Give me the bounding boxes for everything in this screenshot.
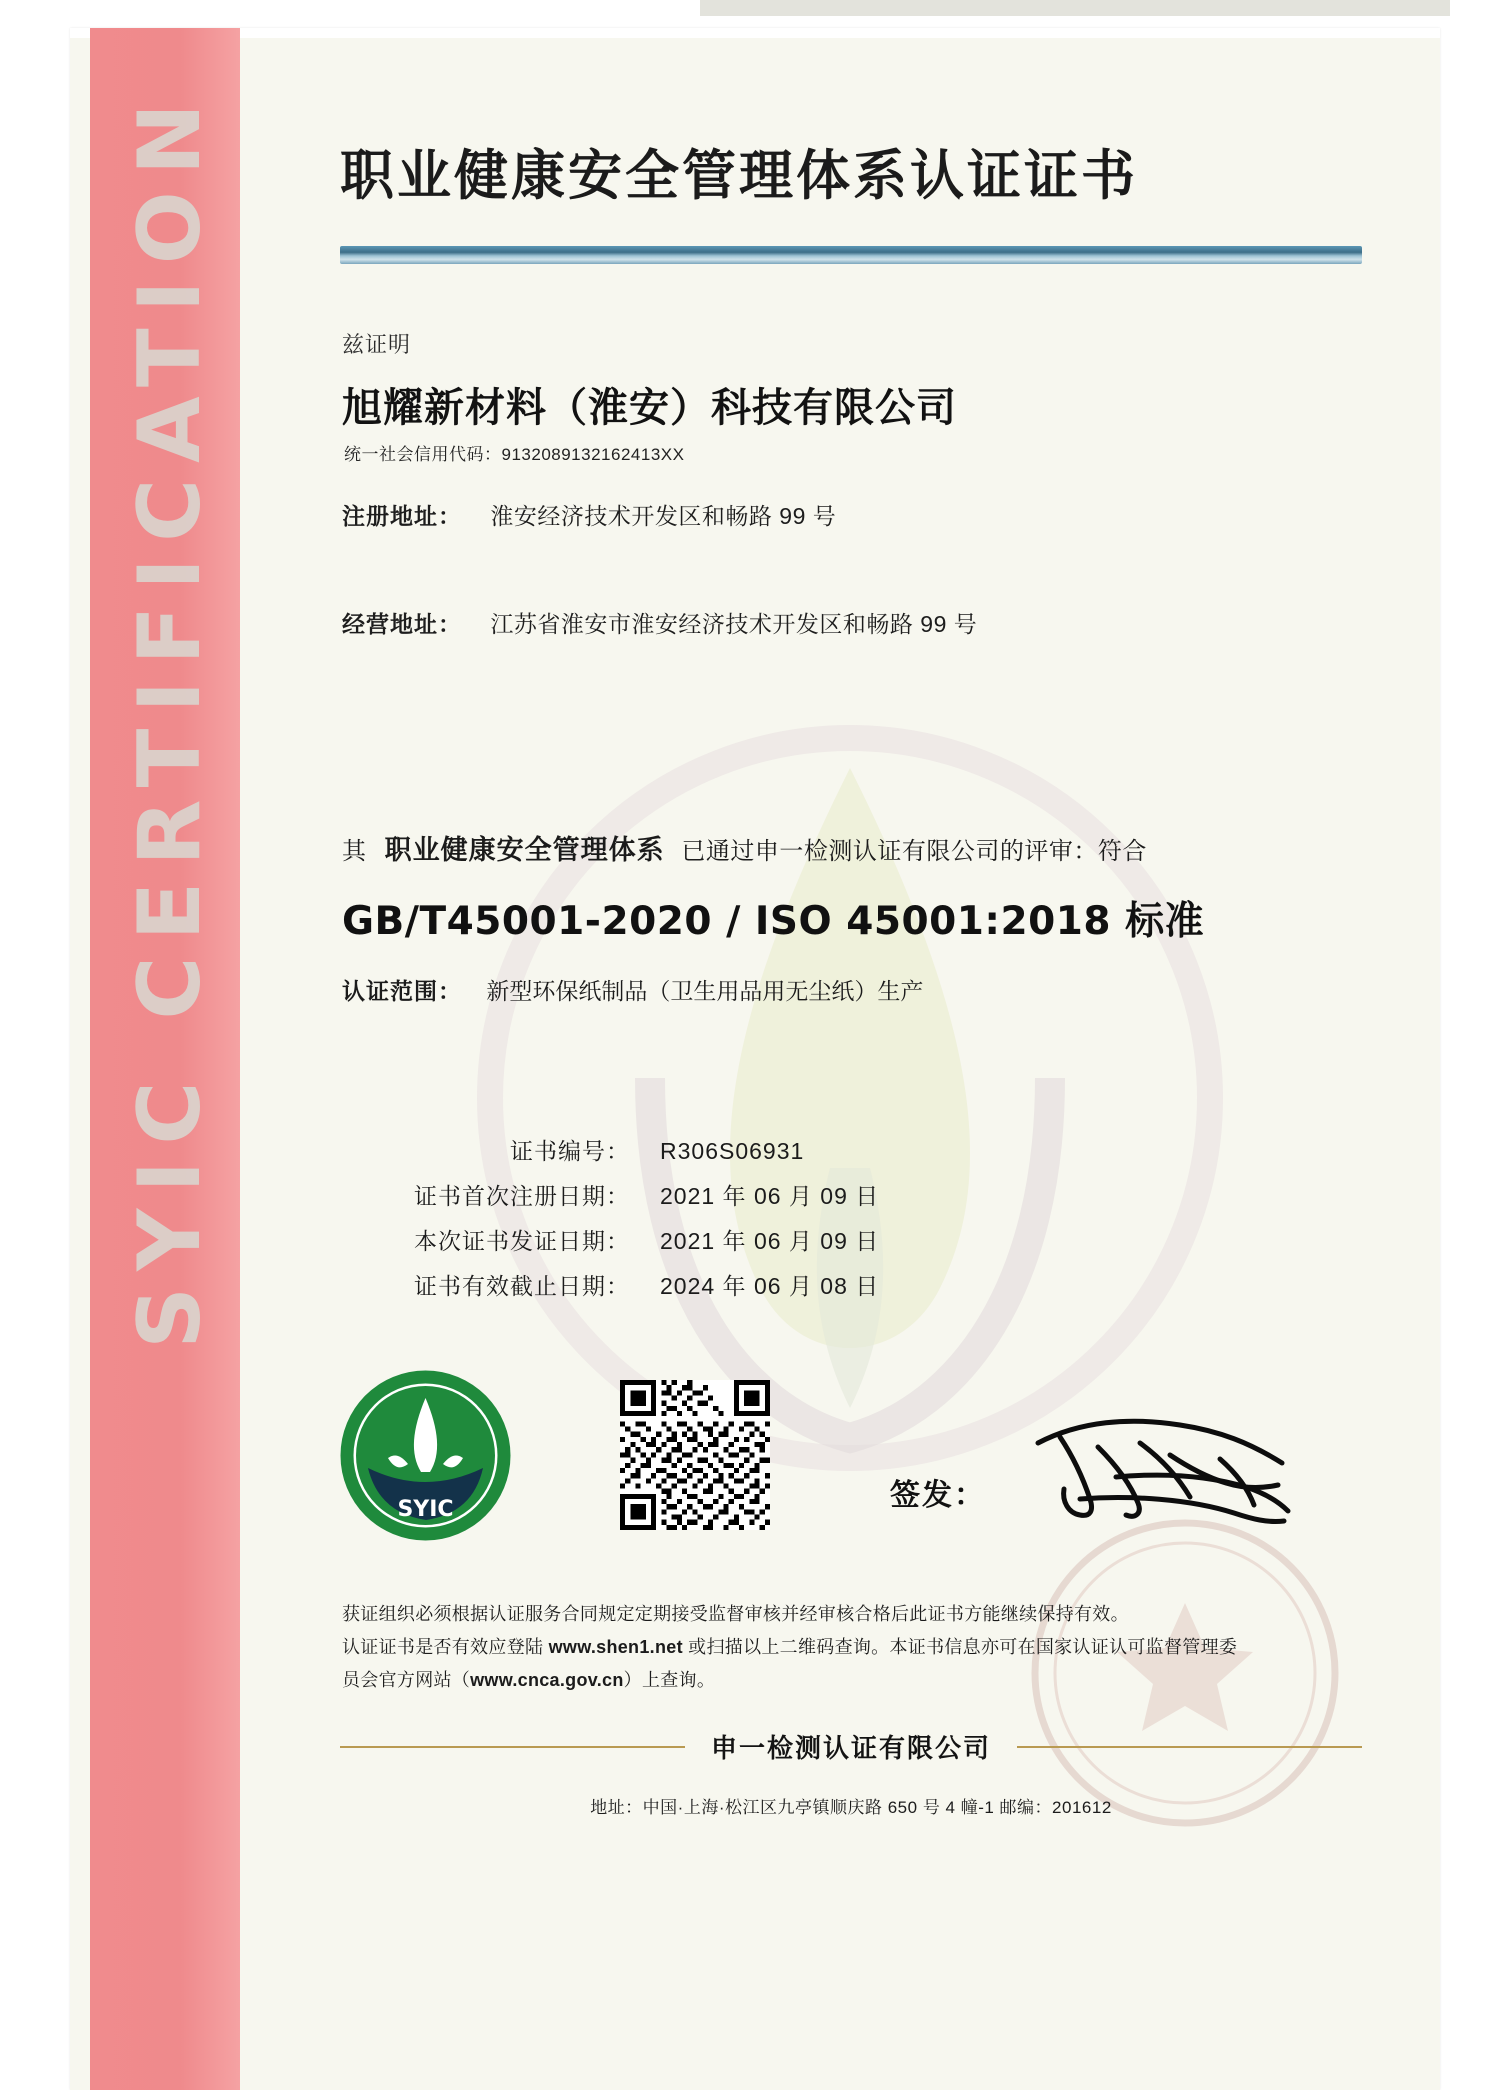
date-value: 2024 年 06 月 08 日 bbox=[660, 1273, 880, 1299]
right-white-band bbox=[1450, 0, 1500, 2090]
site-link-shen1[interactable]: www.shen1.net bbox=[548, 1637, 683, 1657]
business-address-label: 经营地址： bbox=[342, 611, 462, 637]
business-address-value: 江苏省淮安市淮安经济技术开发区和畅路 99 号 bbox=[490, 611, 978, 637]
registered-address-value: 淮安经济技术开发区和畅路 99 号 bbox=[490, 503, 837, 529]
credit-code: 统一社会信用代码：9132089132162413XX bbox=[344, 445, 685, 464]
date-label: 本次证书发证日期： bbox=[414, 1228, 630, 1254]
note-line-3 bbox=[342, 1664, 1362, 1697]
issuer-name: 申一检测认证有限公司 bbox=[711, 1733, 992, 1763]
table-row bbox=[330, 1268, 1030, 1301]
top-grey-band bbox=[700, 0, 1450, 16]
date-value: 2021 年 06 月 09 日 bbox=[660, 1228, 880, 1254]
registered-address-row bbox=[342, 498, 836, 531]
note-line-2-c: 或扫描以上二维码查询。本证书信息亦可在国家认证认可监督管理委 bbox=[682, 1637, 1238, 1657]
date-value: R306S06931 bbox=[660, 1138, 805, 1164]
site-link-cnca[interactable]: www.cnca.gov.cn bbox=[470, 1670, 624, 1690]
note-line-3-c: ）上查询。 bbox=[623, 1670, 716, 1690]
scope-row bbox=[342, 973, 923, 1006]
date-label: 证书有效截止日期： bbox=[414, 1273, 630, 1299]
syic-logo-icon bbox=[338, 1368, 513, 1543]
registered-address-label: 注册地址： bbox=[342, 503, 462, 529]
certificate-content bbox=[330, 28, 1390, 2090]
footer-address: 地址：中国·上海·松江区九亭镇顺庆路 650 号 4 幢-1 邮编：201612 bbox=[590, 1798, 1112, 1817]
table-row bbox=[330, 1133, 1030, 1166]
left-stripe bbox=[90, 28, 240, 2090]
standard-statement bbox=[342, 828, 1147, 867]
certificate-sheet bbox=[70, 28, 1440, 2090]
table-row bbox=[330, 1178, 1030, 1211]
issuer-block bbox=[340, 1728, 1362, 1765]
standard-reference: GB/T45001-2020 / ISO 45001:2018 标准 bbox=[342, 899, 1205, 944]
footnotes bbox=[342, 1598, 1362, 1697]
note-line-2-a: 认证证书是否有效应登陆 bbox=[342, 1637, 549, 1657]
table-row bbox=[330, 1223, 1030, 1256]
company-name: 旭耀新材料（淮安）科技有限公司 bbox=[342, 385, 957, 431]
signature-label: 签发： bbox=[890, 1479, 986, 1512]
top-left-white-band bbox=[0, 0, 700, 28]
standard-system-name: 职业健康安全管理体系 bbox=[384, 835, 665, 865]
standard-suffix: 已通过申一检测认证有限公司的评审：符合 bbox=[681, 838, 1147, 865]
date-label: 证书编号： bbox=[510, 1138, 630, 1164]
handwritten-signature bbox=[1020, 1403, 1310, 1543]
page-title: 职业健康安全管理体系认证证书 bbox=[340, 144, 1138, 207]
business-address-row bbox=[342, 606, 977, 639]
title-divider bbox=[340, 246, 1362, 264]
side-watermark-text: SYIC CERTIFICATION bbox=[120, 87, 220, 1349]
qr-code[interactable] bbox=[620, 1380, 770, 1530]
standard-prefix: 其 bbox=[342, 838, 368, 865]
note-line-3-a: 员会官方网站（ bbox=[342, 1670, 471, 1690]
issuer-divider-right bbox=[1017, 1746, 1362, 1748]
scope-label: 认证范围： bbox=[342, 978, 462, 1004]
logo-text: SYIC bbox=[397, 1497, 454, 1522]
certificate-dates bbox=[330, 1133, 1030, 1313]
date-value: 2021 年 06 月 09 日 bbox=[660, 1183, 880, 1209]
note-line-1: 获证组织必须根据认证服务合同规定定期接受监督审核并经审核合格后此证书方能继续保持有效。 bbox=[342, 1604, 1129, 1624]
hereby-label: 兹证明 bbox=[342, 332, 412, 357]
note-line-2 bbox=[342, 1631, 1362, 1664]
scope-value: 新型环保纸制品（卫生用品用无尘纸）生产 bbox=[486, 978, 924, 1004]
date-label: 证书首次注册日期： bbox=[414, 1183, 630, 1209]
issuer-divider-left bbox=[340, 1746, 685, 1748]
